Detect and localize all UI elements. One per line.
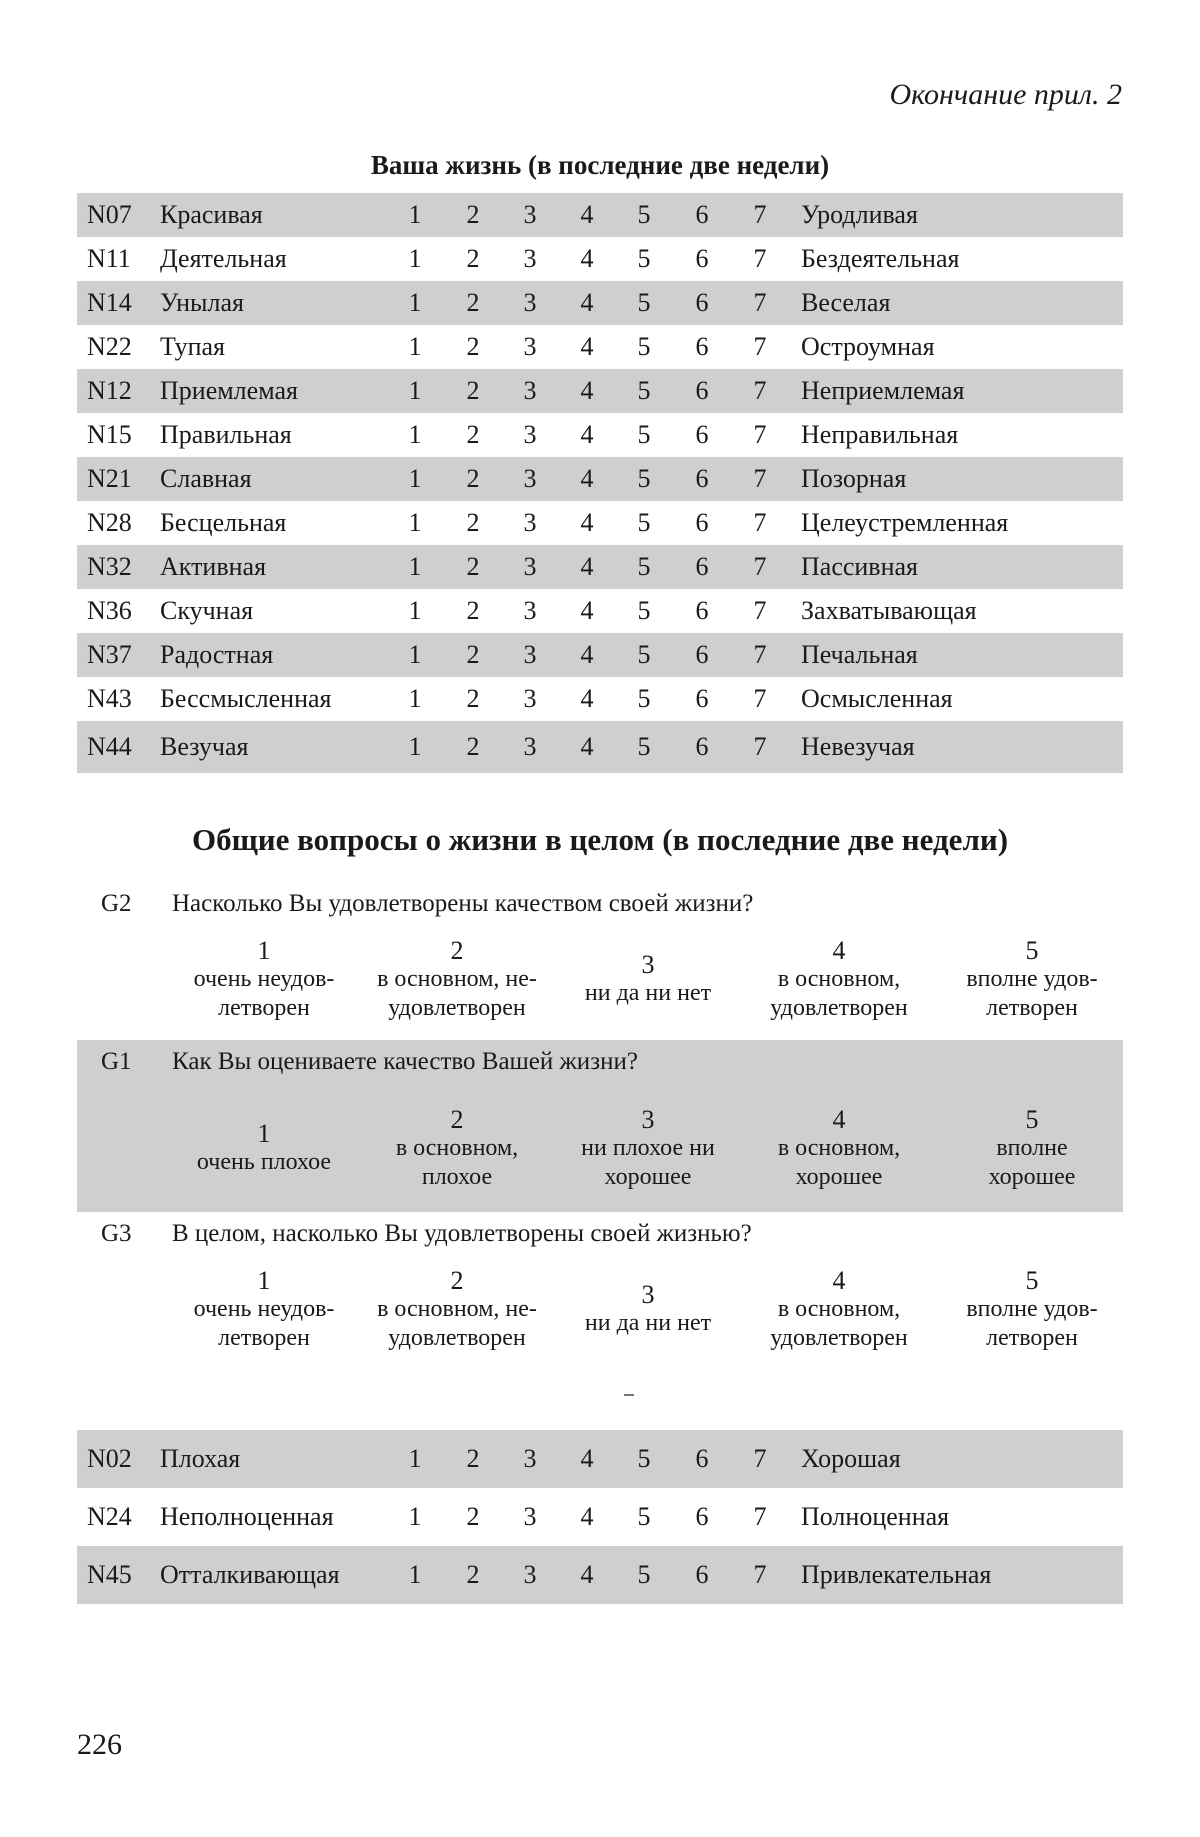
question-g2 bbox=[77, 882, 1123, 1032]
section-title-general: Общие вопросы о жизни в целом (в последние две недели) bbox=[191, 822, 1009, 857]
scale-row bbox=[77, 501, 1123, 545]
right-anchor-label: Захватывающая bbox=[801, 596, 977, 625]
right-anchor-label: Целеустремленная bbox=[801, 508, 1009, 537]
right-anchor-label: Невезучая bbox=[801, 732, 915, 761]
life-scale-table bbox=[77, 193, 1123, 773]
left-anchor-label: Приемлемая bbox=[160, 376, 298, 405]
scale-value: 4 bbox=[580, 552, 594, 581]
scale-value: 4 bbox=[580, 200, 594, 229]
left-anchor-label: Деятельная bbox=[160, 244, 287, 273]
scale-value: 3 bbox=[523, 464, 537, 493]
scale-value: 7 bbox=[753, 508, 767, 537]
scale-value: 7 bbox=[753, 420, 767, 449]
scale-value: 3 bbox=[523, 552, 537, 581]
scale-value: 5 bbox=[637, 596, 651, 625]
item-code: N36 bbox=[87, 596, 132, 625]
scale-value: 2 bbox=[466, 1560, 480, 1589]
scale-row bbox=[77, 1546, 1123, 1604]
scale-value: 7 bbox=[753, 464, 767, 493]
scale-value: 1 bbox=[408, 732, 422, 761]
answer-option-number: 1 bbox=[257, 1119, 271, 1148]
scale-value: 7 bbox=[753, 552, 767, 581]
scale-value: 6 bbox=[695, 732, 709, 761]
scale-value: 3 bbox=[523, 288, 537, 317]
scale-value: 2 bbox=[466, 596, 480, 625]
scale-value: 5 bbox=[637, 464, 651, 493]
scale-row bbox=[77, 413, 1123, 457]
question-text: Как Вы оцениваете качество Вашей жизни? bbox=[172, 1048, 638, 1075]
item-code: N22 bbox=[87, 332, 132, 361]
answer-option bbox=[744, 1266, 934, 1352]
scale-value: 3 bbox=[523, 244, 537, 273]
scale-row bbox=[77, 545, 1123, 589]
scale-value: 3 bbox=[523, 732, 537, 761]
item-code: N24 bbox=[87, 1502, 132, 1531]
scale-value: 3 bbox=[523, 1502, 537, 1531]
answer-option-label: в основном, не- удовлетворен bbox=[377, 1295, 537, 1351]
scale-value: 3 bbox=[523, 640, 537, 669]
scale-value: 7 bbox=[753, 244, 767, 273]
scale-value: 2 bbox=[466, 200, 480, 229]
scale-value: 6 bbox=[695, 200, 709, 229]
scale-value: 6 bbox=[695, 420, 709, 449]
question-text: Насколько Вы удовлетворены качеством своей жизни? bbox=[172, 890, 754, 917]
answer-option bbox=[937, 1094, 1127, 1202]
scale-value: 5 bbox=[637, 552, 651, 581]
question-header bbox=[77, 882, 1123, 926]
scale-value: 5 bbox=[637, 420, 651, 449]
answer-option bbox=[362, 1266, 552, 1352]
scale-value: 6 bbox=[695, 1444, 709, 1473]
scale-value: 4 bbox=[580, 640, 594, 669]
scale-value: 7 bbox=[753, 376, 767, 405]
scale-value: 5 bbox=[637, 244, 651, 273]
answer-option-number: 1 bbox=[257, 935, 271, 965]
scale-row bbox=[77, 237, 1123, 281]
scale-value: 4 bbox=[580, 1444, 594, 1473]
scale-value: 5 bbox=[637, 640, 651, 669]
scale-value: 5 bbox=[637, 288, 651, 317]
scale-value: 5 bbox=[637, 200, 651, 229]
answer-option-number: 2 bbox=[450, 935, 464, 965]
right-anchor-label: Полноценная bbox=[801, 1502, 950, 1531]
scale-row bbox=[77, 281, 1123, 325]
item-code: N11 bbox=[87, 244, 131, 273]
scale-row bbox=[77, 193, 1123, 237]
question-g1 bbox=[77, 1040, 1123, 1212]
scale-value: 4 bbox=[580, 420, 594, 449]
right-anchor-label: Печальная bbox=[801, 640, 918, 669]
left-anchor-label: Отталкивающая bbox=[160, 1560, 340, 1589]
answer-option-number: 1 bbox=[257, 1265, 271, 1295]
scale-row bbox=[77, 457, 1123, 501]
answer-option-number: 3 bbox=[641, 1280, 655, 1309]
scale-value: 6 bbox=[695, 552, 709, 581]
scale-value: 1 bbox=[408, 684, 422, 713]
scale-value: 1 bbox=[408, 464, 422, 493]
answer-option bbox=[169, 1094, 359, 1202]
answer-option-label: очень неудов- летворен bbox=[193, 1295, 335, 1351]
scale-value: 4 bbox=[580, 732, 594, 761]
scale-value: 2 bbox=[466, 732, 480, 761]
scale-value: 4 bbox=[580, 508, 594, 537]
scale-value: 5 bbox=[637, 508, 651, 537]
scale-value: 7 bbox=[753, 288, 767, 317]
scale-value: 1 bbox=[408, 1502, 422, 1531]
item-code: N37 bbox=[87, 640, 132, 669]
scale-value: 7 bbox=[753, 1444, 767, 1473]
scale-value: 5 bbox=[637, 1444, 651, 1473]
scale-value: 4 bbox=[580, 1560, 594, 1589]
answer-option-label: вполне хорошее bbox=[988, 1134, 1076, 1190]
scale-value: 4 bbox=[580, 596, 594, 625]
scale-value: 3 bbox=[523, 332, 537, 361]
right-anchor-label: Бездеятельная bbox=[801, 244, 960, 273]
scale-value: 1 bbox=[408, 508, 422, 537]
scale-value: 4 bbox=[580, 1502, 594, 1531]
answer-option bbox=[553, 936, 743, 1022]
question-code: G3 bbox=[101, 1220, 132, 1247]
scale-value: 3 bbox=[523, 1560, 537, 1589]
scale-value: 2 bbox=[466, 288, 480, 317]
scale-value: 6 bbox=[695, 1560, 709, 1589]
scale-value: 5 bbox=[637, 1560, 651, 1589]
scale-value: 2 bbox=[466, 684, 480, 713]
scale-value: 1 bbox=[408, 552, 422, 581]
question-text: В целом, насколько Вы удовлетворены своей жизнью? bbox=[172, 1220, 752, 1247]
scale-value: 6 bbox=[695, 376, 709, 405]
scale-value: 7 bbox=[753, 732, 767, 761]
left-anchor-label: Славная bbox=[160, 464, 252, 493]
scale-row bbox=[77, 369, 1123, 413]
answer-option-label: очень плохое bbox=[196, 1149, 332, 1175]
left-anchor-label: Красивая bbox=[160, 200, 263, 229]
scale-value: 2 bbox=[466, 376, 480, 405]
scale-value: 1 bbox=[408, 640, 422, 669]
scale-value: 1 bbox=[408, 596, 422, 625]
scale-value: 2 bbox=[466, 640, 480, 669]
scale-value: 1 bbox=[408, 420, 422, 449]
scale-value: 4 bbox=[580, 684, 594, 713]
scale-value: 4 bbox=[580, 332, 594, 361]
answer-option bbox=[553, 1094, 743, 1202]
scale-value: 5 bbox=[637, 732, 651, 761]
answer-option-label: ни да ни нет bbox=[584, 1310, 712, 1336]
item-code: N07 bbox=[87, 200, 132, 229]
scale-value: 6 bbox=[695, 288, 709, 317]
scale-value: 6 bbox=[695, 684, 709, 713]
scale-value: 3 bbox=[523, 508, 537, 537]
answer-option-label: в основном, удовлетворен bbox=[770, 965, 908, 1021]
answer-option-number: 4 bbox=[832, 1104, 846, 1134]
answer-option-number: 3 bbox=[641, 1104, 655, 1134]
answer-option bbox=[169, 936, 359, 1022]
item-code: N21 bbox=[87, 464, 132, 493]
scale-value: 5 bbox=[637, 376, 651, 405]
left-anchor-label: Правильная bbox=[160, 420, 292, 449]
scale-value: 2 bbox=[466, 244, 480, 273]
question-code: G1 bbox=[101, 1048, 132, 1075]
answer-option-number: 5 bbox=[1025, 935, 1039, 965]
scale-value: 2 bbox=[466, 332, 480, 361]
scale-row bbox=[77, 589, 1123, 633]
left-anchor-label: Везучая bbox=[160, 732, 249, 761]
answer-option-label: в основном, удовлетворен bbox=[770, 1295, 908, 1351]
scale-value: 4 bbox=[580, 288, 594, 317]
answer-option-number: 4 bbox=[832, 935, 846, 965]
scale-value: 6 bbox=[695, 1502, 709, 1531]
item-code: N32 bbox=[87, 552, 132, 581]
answer-option bbox=[362, 936, 552, 1022]
item-code: N15 bbox=[87, 420, 132, 449]
question-header bbox=[77, 1212, 1123, 1256]
scale-value: 7 bbox=[753, 1560, 767, 1589]
scale-value: 2 bbox=[466, 1502, 480, 1531]
scale-value: 3 bbox=[523, 1444, 537, 1473]
answer-option-label: в основном, плохое bbox=[395, 1134, 519, 1190]
item-code: N14 bbox=[87, 288, 132, 317]
answer-option-number: 5 bbox=[1025, 1104, 1039, 1134]
scale-value: 3 bbox=[523, 376, 537, 405]
left-anchor-label: Скучная bbox=[160, 596, 254, 625]
answer-options bbox=[77, 926, 1123, 1046]
scale-value: 4 bbox=[580, 376, 594, 405]
answer-option-label: ни да ни нет bbox=[584, 980, 712, 1006]
scale-value: 2 bbox=[466, 1444, 480, 1473]
scale-value: 1 bbox=[408, 288, 422, 317]
answer-option-label: в основном, хорошее bbox=[777, 1134, 901, 1190]
question-g3 bbox=[77, 1212, 1123, 1362]
scale-value: 7 bbox=[753, 1502, 767, 1531]
scale-value: 6 bbox=[695, 244, 709, 273]
scale-value: 1 bbox=[408, 1560, 422, 1589]
scale-value: 1 bbox=[408, 332, 422, 361]
right-anchor-label: Веселая bbox=[801, 288, 891, 317]
scale-value: 3 bbox=[523, 596, 537, 625]
scale-value: 2 bbox=[466, 464, 480, 493]
answer-option bbox=[169, 1266, 359, 1352]
left-anchor-label: Бесцельная bbox=[160, 508, 287, 537]
scale-value: 2 bbox=[466, 552, 480, 581]
right-anchor-label: Позорная bbox=[801, 464, 907, 493]
scale-value: 1 bbox=[408, 200, 422, 229]
right-anchor-label: Хорошая bbox=[801, 1444, 901, 1473]
answer-option bbox=[937, 936, 1127, 1022]
scale-row bbox=[77, 633, 1123, 677]
scale-value: 2 bbox=[466, 508, 480, 537]
scale-value: 1 bbox=[408, 1444, 422, 1473]
item-code: N45 bbox=[87, 1560, 132, 1589]
answer-option-number: 5 bbox=[1025, 1265, 1039, 1295]
scale-value: 3 bbox=[523, 684, 537, 713]
answer-option bbox=[744, 1094, 934, 1202]
left-anchor-label: Плохая bbox=[160, 1444, 241, 1473]
scale-value: 6 bbox=[695, 596, 709, 625]
question-code: G2 bbox=[101, 890, 132, 917]
section-title-life: Ваша жизнь (в последние две недели) bbox=[370, 150, 830, 180]
answer-option-number: 3 bbox=[641, 950, 655, 979]
answer-option-label: вполне удов- летворен bbox=[966, 965, 1098, 1021]
scale-value: 5 bbox=[637, 332, 651, 361]
right-anchor-label: Остроумная bbox=[801, 332, 935, 361]
scale-row bbox=[77, 1488, 1123, 1546]
left-anchor-label: Унылая bbox=[160, 288, 244, 317]
scale-row bbox=[77, 1430, 1123, 1488]
scale-value: 6 bbox=[695, 332, 709, 361]
answer-option-number: 4 bbox=[832, 1265, 846, 1295]
scale-value: 7 bbox=[753, 332, 767, 361]
scale-value: 7 bbox=[753, 596, 767, 625]
item-code: N43 bbox=[87, 684, 132, 713]
answer-option bbox=[744, 936, 934, 1022]
scale-value: 3 bbox=[523, 420, 537, 449]
right-anchor-label: Неприемлемая bbox=[801, 376, 965, 405]
stray-mark bbox=[624, 1394, 634, 1396]
answer-options bbox=[77, 1084, 1123, 1204]
question-header bbox=[77, 1040, 1123, 1084]
answer-option-label: вполне удов- летворен bbox=[966, 1295, 1098, 1351]
item-code: N44 bbox=[87, 732, 132, 761]
scale-value: 6 bbox=[695, 464, 709, 493]
left-anchor-label: Неполноценная bbox=[160, 1502, 334, 1531]
left-anchor-label: Радостная bbox=[160, 640, 274, 669]
right-anchor-label: Привлекательная bbox=[801, 1560, 992, 1589]
left-anchor-label: Активная bbox=[160, 552, 267, 581]
right-anchor-label: Пассивная bbox=[801, 552, 918, 581]
scale-value: 7 bbox=[753, 684, 767, 713]
right-anchor-label: Осмысленная bbox=[801, 684, 953, 713]
left-anchor-label: Тупая bbox=[160, 332, 225, 361]
appendix-note: Окончание прил. 2 bbox=[889, 78, 1122, 111]
life-scale-table-extra bbox=[77, 1430, 1123, 1604]
answer-option bbox=[553, 1266, 743, 1352]
answer-option-label: очень неудов- летворен bbox=[193, 965, 335, 1021]
answer-option bbox=[937, 1266, 1127, 1352]
scale-value: 5 bbox=[637, 684, 651, 713]
scale-value: 7 bbox=[753, 200, 767, 229]
item-code: N28 bbox=[87, 508, 132, 537]
scale-value: 4 bbox=[580, 244, 594, 273]
scale-value: 4 bbox=[580, 464, 594, 493]
scale-value: 3 bbox=[523, 200, 537, 229]
answer-option-label: в основном, не- удовлетворен bbox=[377, 965, 537, 1021]
scale-value: 5 bbox=[637, 1502, 651, 1531]
page-number: 226 bbox=[77, 1728, 122, 1761]
item-code: N12 bbox=[87, 376, 132, 405]
answer-options bbox=[77, 1256, 1123, 1376]
left-anchor-label: Бессмысленная bbox=[160, 684, 332, 713]
scale-value: 6 bbox=[695, 508, 709, 537]
scale-row bbox=[77, 325, 1123, 369]
right-anchor-label: Неправильная bbox=[801, 420, 959, 449]
answer-option-label: ни плохое ни хорошее bbox=[581, 1134, 715, 1190]
scale-value: 1 bbox=[408, 244, 422, 273]
right-anchor-label: Уродливая bbox=[801, 200, 918, 229]
item-code: N02 bbox=[87, 1444, 132, 1473]
answer-option bbox=[362, 1094, 552, 1202]
scale-value: 6 bbox=[695, 640, 709, 669]
answer-option-number: 2 bbox=[450, 1265, 464, 1295]
scale-value: 1 bbox=[408, 376, 422, 405]
scale-value: 2 bbox=[466, 420, 480, 449]
scale-value: 7 bbox=[753, 640, 767, 669]
scale-row bbox=[77, 677, 1123, 721]
answer-option-number: 2 bbox=[450, 1104, 464, 1134]
scale-row bbox=[77, 721, 1123, 773]
